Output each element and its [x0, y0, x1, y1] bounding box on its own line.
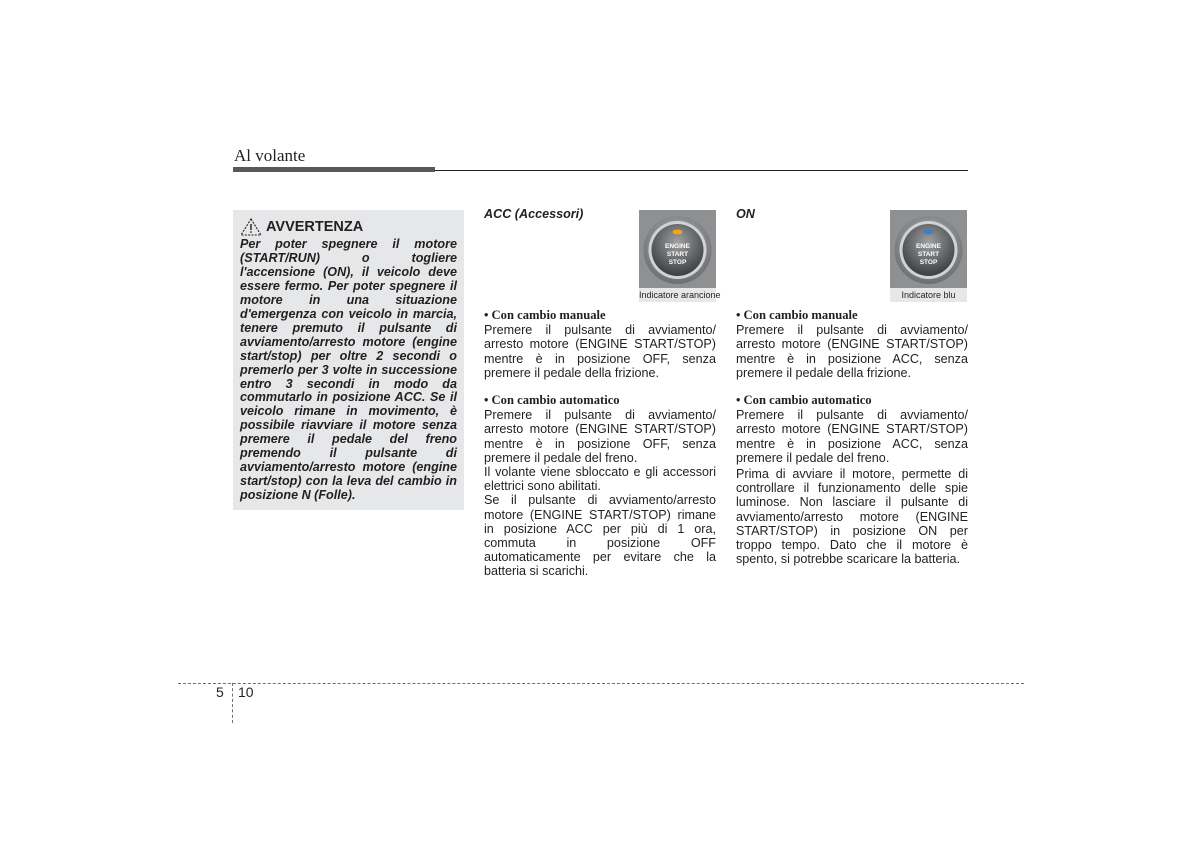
on-indicator-light — [924, 230, 934, 235]
header-rule-thick — [233, 167, 435, 172]
acc-note-1: Il volante viene sbloccato e gli accessori elettrici sono abilitati. — [484, 465, 716, 494]
on-title: ON — [736, 207, 755, 221]
acc-manual-text: Premere il pulsante di avviamento/ arresto motore (ENGINE START/STOP) mentre è in posizione OFF, senza premere il pedale della frizione. — [484, 323, 716, 380]
acc-image — [639, 210, 721, 302]
acc-indicator-light — [673, 230, 683, 235]
button-label-engine: ENGINE — [916, 243, 941, 250]
button-label-stop: STOP — [668, 259, 687, 266]
acc-auto-text: Premere il pulsante di avviamento/ arresto motore (ENGINE START/STOP) mentre è in posizione OFF, senza premere il pedale del freno. — [484, 408, 716, 465]
on-body — [736, 308, 968, 566]
on-image-caption: Indicatore blu — [890, 288, 967, 302]
acc-manual-heading: • Con cambio manuale — [484, 308, 606, 322]
button-label-start: START — [917, 251, 940, 258]
on-note-1: Prima di avviare il motore, permette di controllare il funzionamento delle spie luminose. Non lasciare il pulsante di avviamento/arresto motore (ENGINE START/STOP) in posizione ON per troppo tempo. Dato che il motore è spento, si potrebbe scaricare la batteria. — [736, 467, 968, 567]
warning-body: Per poter spegnere il motore (START/RUN) o togliere l'accensione (ON), il veicolo deve essere fermo. Per poter spegnere il motore in una situazione d'emergenza con veicolo in marcia, tenere premuto il pulsante di avviamento/arresto motore (engine start/stop) per oltre 2 secondi o premerlo per 3 volte in successione entro 3 secondi in modo da commutarlo in posizione ACC. Se il veicolo rimane in movimento, è possibile riavviare il motore senza premere il pedale del freno premendo il pulsante di avviamento/arresto motore (engine start/stop) con la leva del cambio in posizione N (Folle). — [240, 237, 457, 503]
footer-divider — [232, 683, 233, 723]
warning-title: AVVERTENZA — [266, 219, 364, 235]
footer-rule — [178, 683, 1024, 684]
warning-triangle-icon — [240, 218, 262, 236]
acc-image-caption: Indicatore arancione — [639, 290, 721, 300]
acc-button-photo — [639, 210, 716, 288]
acc-note-2: Se il pulsante di avviamento/arresto motore (ENGINE START/STOP) rimane in posizione ACC per più di 1 ora, commuta in posizione OFF automaticamente per evitare che la batteria si scarichi. — [484, 493, 716, 579]
page-title: Al volante — [234, 146, 306, 165]
button-label-stop: STOP — [919, 259, 938, 266]
button-label-start: START — [666, 251, 689, 258]
acc-auto-heading: • Con cambio automatico — [484, 393, 620, 408]
warning-header — [240, 218, 457, 236]
on-image — [890, 210, 967, 302]
button-label-engine: ENGINE — [665, 243, 690, 250]
page-number: 10 — [238, 684, 254, 700]
on-manual-text: Premere il pulsante di avviamento/ arresto motore (ENGINE START/STOP) mentre è in posizione ACC, senza premere il pedale della frizione. — [736, 323, 968, 380]
warning-box — [233, 210, 464, 510]
on-button-photo — [890, 210, 967, 288]
on-auto-heading: • Con cambio automatico — [736, 393, 872, 408]
on-manual-heading: • Con cambio manuale — [736, 308, 858, 322]
acc-title: ACC (Accessori) — [484, 207, 584, 221]
chapter-number: 5 — [216, 684, 224, 700]
on-auto-text: Premere il pulsante di avviamento/ arresto motore (ENGINE START/STOP) mentre è in posizione ACC, senza premere il pedale del freno. — [736, 408, 968, 465]
acc-body — [484, 308, 716, 579]
header-rule-thin — [435, 170, 968, 171]
